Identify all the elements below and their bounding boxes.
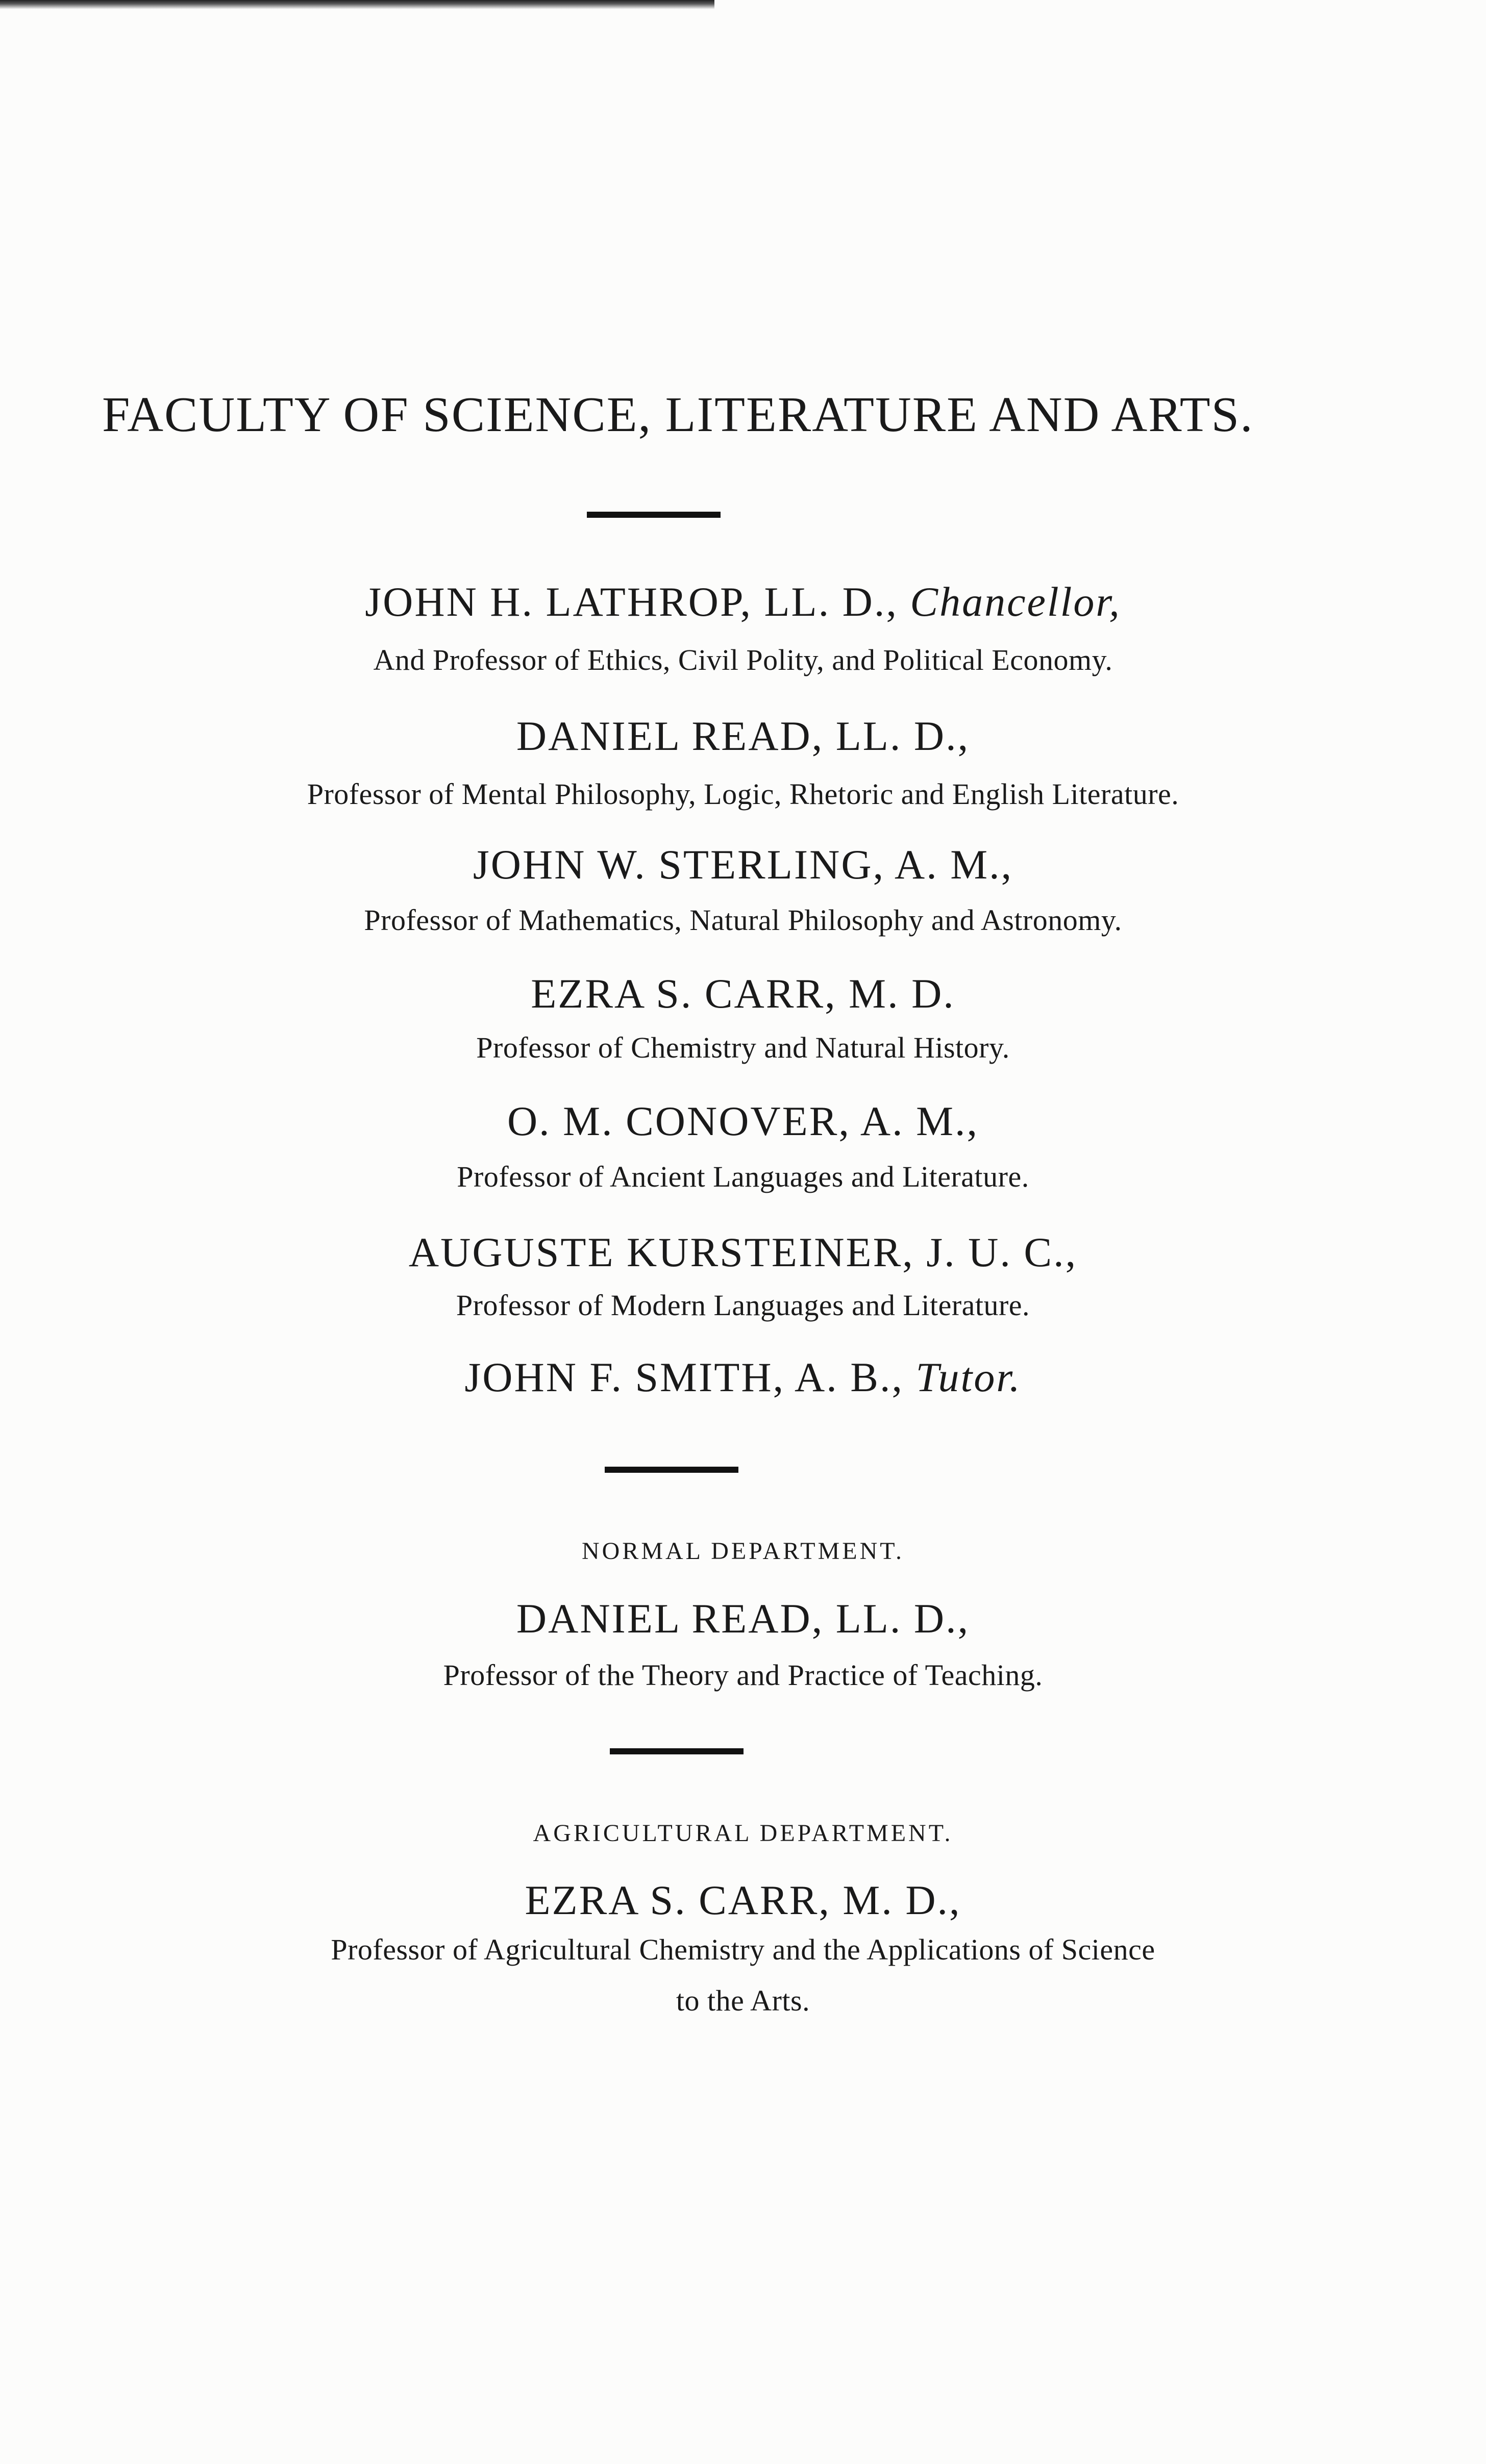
section-divider [605, 1467, 738, 1473]
agricultural-department-title-line2: to the Arts. [676, 1984, 810, 2017]
faculty-title-conover: Professor of Ancient Languages and Literature. [457, 1160, 1029, 1193]
normal-department-title: Professor of the Theory and Practice of Teaching. [443, 1658, 1043, 1692]
normal-department-name: DANIEL READ, LL. D., [516, 1595, 970, 1642]
faculty-name-text: JOHN H. LATHROP, LL. D., [365, 579, 898, 625]
page-edge-shadow [0, 0, 714, 9]
faculty-role-text: Chancellor, [910, 579, 1121, 625]
faculty-title-read: Professor of Mental Philosophy, Logic, Rhetoric and English Literature. [307, 777, 1179, 811]
faculty-name-sterling: JOHN W. STERLING, A. M., [473, 841, 1013, 888]
agricultural-department-name: EZRA S. CARR, M. D., [525, 1877, 961, 1923]
section-divider [610, 1748, 744, 1754]
faculty-name-text: JOHN F. SMITH, A. B., [464, 1354, 904, 1400]
faculty-title-carr: Professor of Chemistry and Natural History. [476, 1031, 1010, 1064]
normal-department-heading: NORMAL DEPARTMENT. [581, 1538, 905, 1565]
faculty-name-lathrop [0, 579, 1486, 625]
faculty-name-read: DANIEL READ, LL. D., [516, 713, 970, 759]
section-divider [587, 512, 721, 518]
faculty-role-text: Tutor. [915, 1354, 1022, 1400]
faculty-title-lathrop: And Professor of Ethics, Civil Polity, and Political Economy. [373, 643, 1113, 676]
agricultural-department-title-line1: Professor of Agricultural Chemistry and the Applications of Science [331, 1933, 1155, 1966]
faculty-name-carr: EZRA S. CARR, M. D. [531, 970, 955, 1017]
faculty-title-sterling: Professor of Mathematics, Natural Philosophy and Astronomy. [364, 903, 1122, 937]
faculty-name-smith [0, 1354, 1486, 1400]
agricultural-department-heading: AGRICULTURAL DEPARTMENT. [533, 1820, 953, 1847]
faculty-name-conover: O. M. CONOVER, A. M., [507, 1098, 979, 1144]
faculty-title-kursteiner: Professor of Modern Languages and Literature. [456, 1289, 1030, 1322]
faculty-name-kursteiner: AUGUSTE KURSTEINER, J. U. C., [408, 1229, 1078, 1275]
page-heading: FACULTY OF SCIENCE, LITERATURE AND ARTS. [102, 387, 1254, 442]
